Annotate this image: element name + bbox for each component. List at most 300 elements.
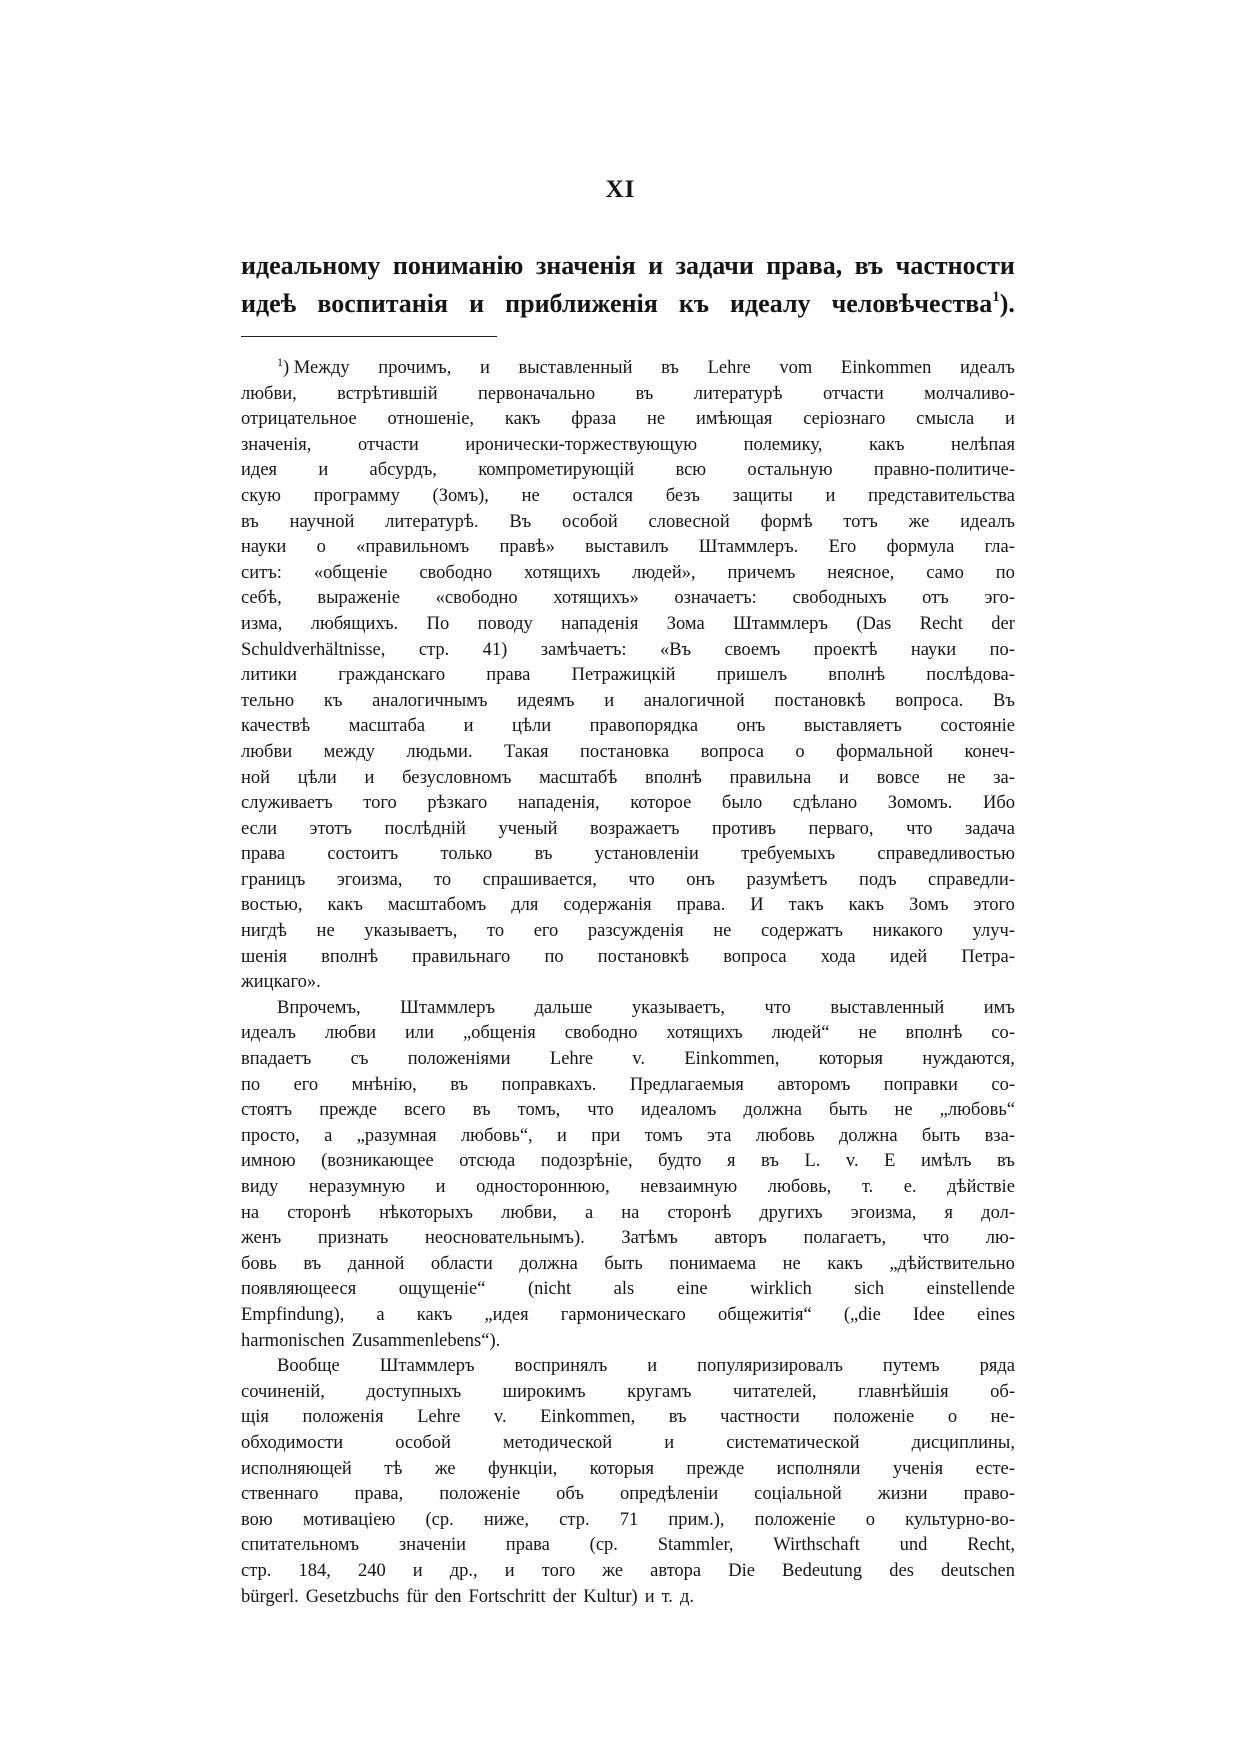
word: по xyxy=(995,562,1015,583)
word: ряда xyxy=(979,1356,1015,1377)
word: востью, xyxy=(241,895,303,916)
word: 240 xyxy=(357,1560,386,1581)
word: Впрочемъ, xyxy=(277,997,361,1018)
footnote-line xyxy=(241,996,1015,1022)
word: эгоизма, xyxy=(336,869,403,890)
word: лю- xyxy=(985,1228,1015,1249)
word: въ xyxy=(761,1151,779,1172)
word: на xyxy=(241,1202,260,1223)
word: науки xyxy=(241,537,287,558)
word: тѣ xyxy=(384,1458,403,1479)
word: быть xyxy=(921,1125,961,1146)
word: права. xyxy=(676,895,726,916)
word: же xyxy=(908,511,930,532)
word: которыя xyxy=(589,1458,654,1479)
word: Schuldverhältnisse, xyxy=(241,639,386,660)
word: въ xyxy=(472,1100,491,1121)
footnote xyxy=(241,356,1015,1610)
word: себѣ, xyxy=(241,588,282,609)
word: признать xyxy=(317,1228,389,1249)
word: неясное, xyxy=(827,562,895,583)
word: сдѣлано xyxy=(792,793,858,814)
word: der xyxy=(552,1586,577,1607)
word: не xyxy=(521,485,540,506)
main-text-line xyxy=(241,247,1015,285)
footnote-reference[interactable]: 1 xyxy=(992,289,1000,305)
word: рѣзкаго xyxy=(427,793,488,814)
word: и xyxy=(648,251,664,280)
word: выставляетъ xyxy=(803,716,902,737)
word: Lehre xyxy=(707,358,751,378)
word: идеямъ xyxy=(517,690,575,711)
word: („die xyxy=(843,1304,881,1325)
word: общежитія“ xyxy=(717,1304,812,1325)
word: обходимости xyxy=(241,1432,344,1453)
word: виду xyxy=(241,1177,279,1197)
word: правно-политиче- xyxy=(873,460,1015,481)
word: ученый xyxy=(498,818,558,839)
word: скую xyxy=(241,485,282,506)
word: литературѣ. xyxy=(385,511,479,532)
word: Zusammenlebens“). xyxy=(351,1330,501,1351)
word: Штаммлеръ xyxy=(379,1356,475,1377)
word: систематической xyxy=(726,1432,860,1453)
word: что xyxy=(906,818,933,839)
word: масштабомъ xyxy=(387,895,487,916)
word: дѣйствіе xyxy=(947,1177,1015,1197)
word: по xyxy=(241,1074,261,1095)
word: $^1$) Между xyxy=(277,355,350,378)
word: состоитъ xyxy=(327,844,399,865)
word: любви xyxy=(241,741,293,762)
word: прежде xyxy=(319,1100,377,1121)
word: Ибо xyxy=(982,793,1015,814)
word: любовь, xyxy=(767,1177,832,1197)
footnote-line xyxy=(241,1559,1015,1585)
word: поправки xyxy=(883,1074,958,1095)
word: права xyxy=(241,844,286,865)
word: воспитанія xyxy=(317,289,449,318)
footnote-line xyxy=(241,1098,1015,1124)
word: означаетъ: xyxy=(674,588,757,609)
word: harmonischen xyxy=(241,1330,345,1351)
word: же xyxy=(602,1560,624,1581)
word: для xyxy=(511,895,539,916)
word: идеѣ xyxy=(241,289,297,318)
word: по xyxy=(544,946,564,967)
word: «правильномъ xyxy=(356,537,470,558)
word: Kultur) xyxy=(583,1586,638,1607)
footnote-line xyxy=(241,1585,1015,1611)
word: на xyxy=(621,1202,640,1223)
word: а xyxy=(376,1304,385,1325)
word: положеніями xyxy=(407,1049,511,1070)
word: какъ xyxy=(868,434,905,455)
word: остался xyxy=(572,485,634,506)
word: встрѣтившій xyxy=(337,383,438,404)
word: широкимъ xyxy=(502,1381,586,1402)
word: нигдѣ xyxy=(241,921,287,942)
word: полагаетъ, xyxy=(803,1228,887,1249)
word: путемъ xyxy=(882,1356,940,1377)
word: кругамъ xyxy=(627,1381,692,1402)
footnote-marker: 1 xyxy=(277,355,283,369)
word: со- xyxy=(991,1023,1015,1044)
word: идея xyxy=(241,460,278,481)
word: L. xyxy=(804,1151,821,1172)
word: указываетъ, xyxy=(364,921,458,942)
word: Einkommen, xyxy=(540,1407,636,1428)
word: свободно xyxy=(564,1023,638,1044)
word: v. xyxy=(845,1151,859,1172)
word: перваго, xyxy=(808,818,874,839)
word: то xyxy=(487,921,505,942)
word: и xyxy=(318,460,329,481)
word: должна xyxy=(519,1253,578,1274)
word: Wirthschaft xyxy=(773,1535,860,1556)
word: воспринялъ xyxy=(514,1356,608,1377)
word: Петра- xyxy=(961,946,1015,967)
word: (ср. xyxy=(425,1509,454,1530)
word: не- xyxy=(990,1407,1015,1428)
word: авторъ xyxy=(714,1228,767,1249)
word: проектѣ xyxy=(813,639,878,660)
word: въ xyxy=(635,383,654,404)
word: его xyxy=(293,1074,319,1095)
word: нуждаются, xyxy=(922,1049,1015,1070)
word: (возникающее xyxy=(321,1151,434,1172)
word: шенія xyxy=(241,946,288,967)
footnote-line xyxy=(241,1329,1015,1355)
word: Einkommen xyxy=(840,358,932,378)
word: „разумная xyxy=(356,1125,437,1146)
word: имѣлъ xyxy=(921,1151,972,1172)
word: качествѣ xyxy=(241,716,311,737)
word: опредѣленіи xyxy=(619,1484,719,1505)
word: своемъ xyxy=(724,639,781,660)
word: имною xyxy=(241,1151,296,1172)
word: als xyxy=(613,1279,635,1300)
word: вполнѣ xyxy=(905,1023,963,1044)
footnote-line xyxy=(241,766,1015,792)
word: права xyxy=(505,1535,550,1556)
word: неразумную xyxy=(308,1177,406,1197)
word: „общенія xyxy=(462,1023,536,1044)
word: границъ xyxy=(241,869,306,890)
word: и xyxy=(838,767,849,788)
word: понимаема xyxy=(669,1253,757,1274)
word: и xyxy=(604,690,615,711)
word: доступныхъ xyxy=(366,1381,462,1402)
word: пришелъ xyxy=(716,665,788,686)
word: идеалъ xyxy=(960,358,1015,378)
word: области xyxy=(430,1253,493,1274)
word: замѣчаетъ: xyxy=(540,639,627,660)
word: какъ xyxy=(416,1304,453,1325)
word: я xyxy=(944,1202,954,1223)
word: Предлагаемыя xyxy=(629,1074,744,1095)
word: культурно-во- xyxy=(905,1509,1015,1530)
word: этого xyxy=(973,895,1015,916)
word: которое xyxy=(630,793,692,814)
word: Его xyxy=(828,537,857,558)
word: масштаба xyxy=(348,716,426,737)
word: молчаливо- xyxy=(924,383,1015,404)
footnote-line xyxy=(241,1047,1015,1073)
word: тельно xyxy=(241,690,295,711)
word: сочиненій, xyxy=(241,1381,325,1402)
word: (nicht xyxy=(527,1279,572,1300)
footnote-line xyxy=(241,868,1015,894)
word: есте- xyxy=(975,1458,1015,1479)
word: состояніе xyxy=(940,716,1015,737)
word: Lehre xyxy=(549,1049,594,1070)
main-text xyxy=(241,247,1015,323)
word: имъ xyxy=(983,997,1015,1018)
footnote-line xyxy=(241,791,1015,817)
word: функціи, xyxy=(488,1458,558,1479)
word: формула xyxy=(886,537,955,558)
word: дальше xyxy=(534,997,593,1018)
word: остальную xyxy=(747,460,833,481)
word: данной xyxy=(347,1253,405,1274)
word: исполняющей xyxy=(241,1458,352,1479)
word: нападенія xyxy=(561,613,639,634)
word: И xyxy=(750,895,764,916)
word: гражданскаго xyxy=(338,665,446,686)
word: частности xyxy=(720,1407,800,1428)
word: и xyxy=(469,289,485,318)
word: (Das xyxy=(856,613,892,634)
word: идеалъ xyxy=(960,511,1015,532)
word: литики xyxy=(241,665,298,686)
word: только xyxy=(440,844,493,865)
word: einstellende xyxy=(926,1279,1015,1300)
word: служиваетъ xyxy=(241,793,333,814)
word: со- xyxy=(991,1074,1015,1095)
word: въ xyxy=(854,251,884,280)
word: особой xyxy=(562,511,618,532)
word: о xyxy=(865,1509,875,1530)
word: словесной xyxy=(648,511,730,532)
word: v. xyxy=(493,1407,507,1428)
word: если xyxy=(241,818,278,839)
word: правильна xyxy=(729,767,812,788)
word: задачи xyxy=(675,251,754,280)
word: Empfindung), xyxy=(241,1304,345,1325)
word: идеалъ xyxy=(241,1023,296,1044)
word: (Зомъ), xyxy=(432,485,489,506)
word: къ xyxy=(323,690,343,711)
footnote-line xyxy=(241,1021,1015,1047)
word: нѣкоторыхъ xyxy=(379,1202,473,1223)
word: по- xyxy=(989,639,1015,660)
word: сторонѣ xyxy=(667,1202,732,1223)
word: Fortschritt xyxy=(468,1586,546,1607)
word: идеаломъ xyxy=(640,1100,717,1121)
footnote-line xyxy=(241,714,1015,740)
word: «Въ xyxy=(659,639,692,660)
footnote-line xyxy=(241,1201,1015,1227)
word: подъ xyxy=(858,869,897,890)
footnote-line xyxy=(241,1533,1015,1559)
word: впадаетъ xyxy=(241,1049,312,1070)
word: Штаммлеръ xyxy=(733,613,828,634)
word: серіознаго xyxy=(803,409,886,430)
word: методической xyxy=(503,1432,613,1453)
footnote-line xyxy=(241,356,1015,382)
footnote-line xyxy=(241,1175,1015,1201)
word: съ xyxy=(350,1049,369,1070)
word: хода xyxy=(820,946,856,967)
word: какъ xyxy=(827,1253,863,1274)
word: дисциплины, xyxy=(911,1432,1015,1453)
word: исполняли xyxy=(776,1458,861,1479)
word: eine xyxy=(676,1279,708,1300)
word: права, xyxy=(354,1484,404,1505)
word: человѣчества$^1$). xyxy=(831,289,1015,318)
word: вою xyxy=(241,1509,273,1530)
word: же xyxy=(434,1458,456,1479)
word: быть xyxy=(829,1100,868,1121)
word: въ xyxy=(534,844,553,865)
footnote-line xyxy=(241,1482,1015,1508)
word: sich xyxy=(854,1279,885,1300)
word: спрашивается, xyxy=(482,869,597,890)
footnote-line xyxy=(241,407,1015,433)
word: отчасти xyxy=(822,383,884,404)
word: и xyxy=(647,1356,658,1377)
word: содержатъ xyxy=(760,921,843,942)
word: противъ xyxy=(711,818,776,839)
word: къ xyxy=(678,289,709,318)
word: вовсе xyxy=(876,767,920,788)
word: людей», xyxy=(632,562,696,583)
word: причемъ xyxy=(727,562,796,583)
word: deutschen xyxy=(941,1560,1015,1581)
word: имѣющая xyxy=(695,409,773,430)
word: eines xyxy=(976,1304,1015,1325)
word: положеніе xyxy=(439,1484,521,1505)
word: правильнаго xyxy=(412,946,511,967)
word: быть xyxy=(604,1253,643,1274)
footnote-line xyxy=(241,817,1015,843)
word: бовь xyxy=(241,1253,277,1274)
word: Зома xyxy=(666,613,705,634)
footnote-line xyxy=(241,1073,1015,1099)
word: об- xyxy=(990,1381,1015,1402)
word: д. xyxy=(679,1586,694,1607)
word: и xyxy=(1005,409,1015,430)
word: такъ xyxy=(788,895,824,916)
footnote-line xyxy=(241,586,1015,612)
word: идей xyxy=(889,946,928,967)
word: эго- xyxy=(984,588,1015,609)
word: послѣдній xyxy=(384,818,466,839)
word: вполнѣ xyxy=(321,946,378,967)
footnote-line xyxy=(241,1124,1015,1150)
footnote-line xyxy=(241,689,1015,715)
word: мнѣнію, xyxy=(351,1074,417,1095)
word: хотящихъ xyxy=(666,1023,743,1044)
word: отношеніе, xyxy=(387,409,475,430)
word: Въ xyxy=(509,511,532,532)
word: пониманію xyxy=(392,251,524,280)
footnote-line xyxy=(241,1457,1015,1483)
footnote-line xyxy=(241,919,1015,945)
word: Die xyxy=(728,1560,755,1581)
word: читателей, xyxy=(732,1381,817,1402)
word: Зомъ xyxy=(909,895,949,916)
word: др., xyxy=(449,1560,478,1581)
footnote-line xyxy=(241,458,1015,484)
word: vom xyxy=(779,358,813,378)
word: аналогичной xyxy=(643,690,745,711)
word: правѣ» xyxy=(499,537,555,558)
word: значенія xyxy=(535,251,636,280)
word: спитательномъ xyxy=(241,1535,360,1556)
word: und xyxy=(899,1535,928,1556)
word: просто, xyxy=(241,1125,300,1146)
word: der xyxy=(991,613,1015,634)
word: появляющееся xyxy=(241,1279,357,1300)
word: улуч- xyxy=(972,921,1015,942)
word: „идея xyxy=(484,1304,529,1325)
word: какъ xyxy=(504,409,541,430)
word: и xyxy=(644,1586,655,1607)
word: вопроса xyxy=(723,946,787,967)
word: формальной xyxy=(836,741,934,762)
word: постановка xyxy=(579,741,670,762)
word: задача xyxy=(965,818,1015,839)
word: не xyxy=(713,921,732,942)
footnote-line xyxy=(241,510,1015,536)
word: этотъ xyxy=(309,818,352,839)
word: положеніе xyxy=(833,1407,915,1428)
footnote-line xyxy=(241,970,1015,996)
word: абсурдъ, xyxy=(369,460,437,481)
word: тотъ xyxy=(843,511,878,532)
word: любви, xyxy=(501,1202,557,1223)
word: стоятъ xyxy=(241,1100,293,1121)
word: стр. xyxy=(241,1560,272,1581)
word: любви, xyxy=(241,383,297,404)
word: эгоизма, xyxy=(850,1202,917,1223)
word: сторонѣ xyxy=(287,1202,351,1223)
word: полемику, xyxy=(743,434,823,455)
word: я xyxy=(726,1151,736,1172)
footnote-separator xyxy=(241,336,497,337)
word: особой xyxy=(395,1432,451,1453)
footnote-line xyxy=(241,535,1015,561)
word: выставленный xyxy=(830,997,945,1018)
word: о xyxy=(316,537,326,558)
word: иронически-торжествующую xyxy=(465,434,698,455)
word: другихъ xyxy=(759,1202,823,1223)
word: отсюда xyxy=(459,1151,516,1172)
word: было xyxy=(721,793,763,814)
word: или xyxy=(404,1023,434,1044)
word: одностороннюю, xyxy=(476,1177,610,1197)
word: любовь“, xyxy=(460,1125,533,1146)
word: компрометирующій xyxy=(478,460,635,481)
word: смысла xyxy=(916,409,975,430)
word: Recht xyxy=(919,613,963,634)
word: вполнѣ xyxy=(828,665,886,686)
word: людьми. xyxy=(406,741,473,762)
word: цѣли xyxy=(297,767,337,788)
word: указываетъ, xyxy=(631,997,725,1018)
